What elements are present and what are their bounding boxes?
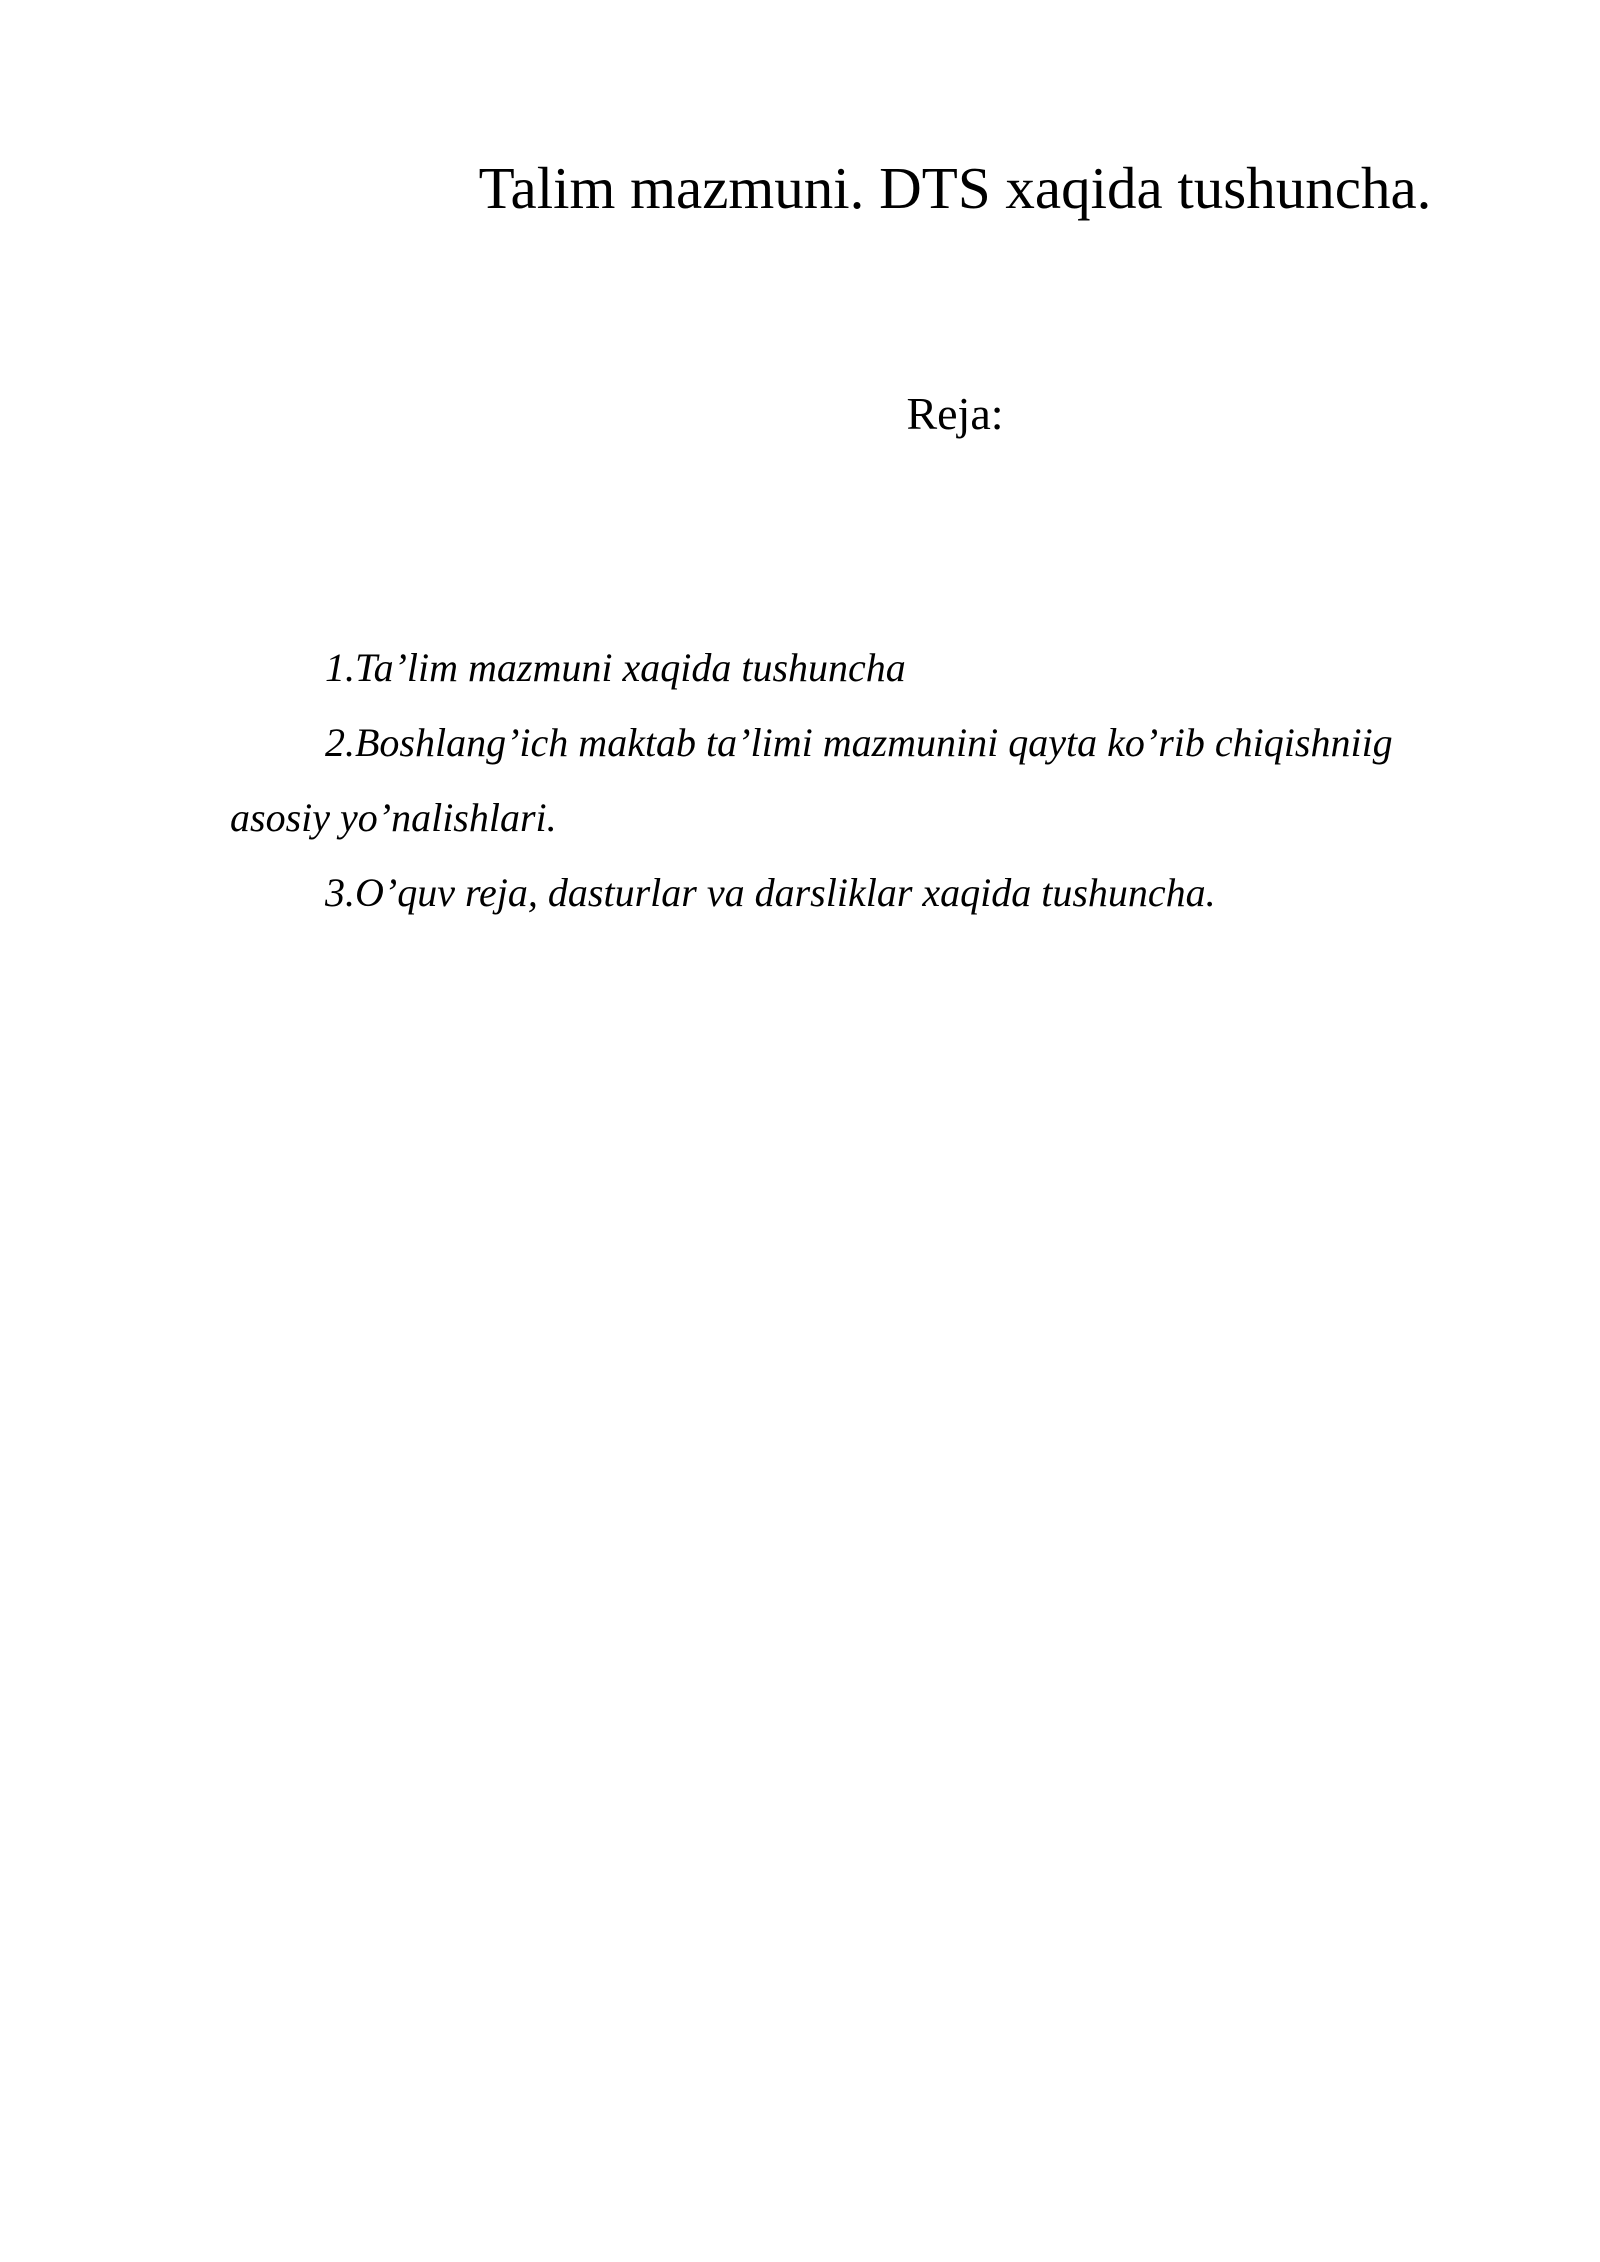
plan-item: 1.Ta’lim mazmuni xaqida tushuncha — [325, 645, 906, 690]
document-title: Talim mazmuni. DTS xaqida tushuncha. — [478, 155, 1432, 221]
plan-item: 2.Boshlang’ich maktab ta’limi mazmunini qayta ko’rib chiqishniig asosiy yo’nalishlari. — [230, 720, 1393, 840]
plan-list — [230, 630, 1490, 930]
plan-item: 3.O’quv reja, dasturlar va darsliklar xaqida tushuncha. — [325, 870, 1216, 915]
plan-heading: Reja: — [906, 388, 1004, 439]
